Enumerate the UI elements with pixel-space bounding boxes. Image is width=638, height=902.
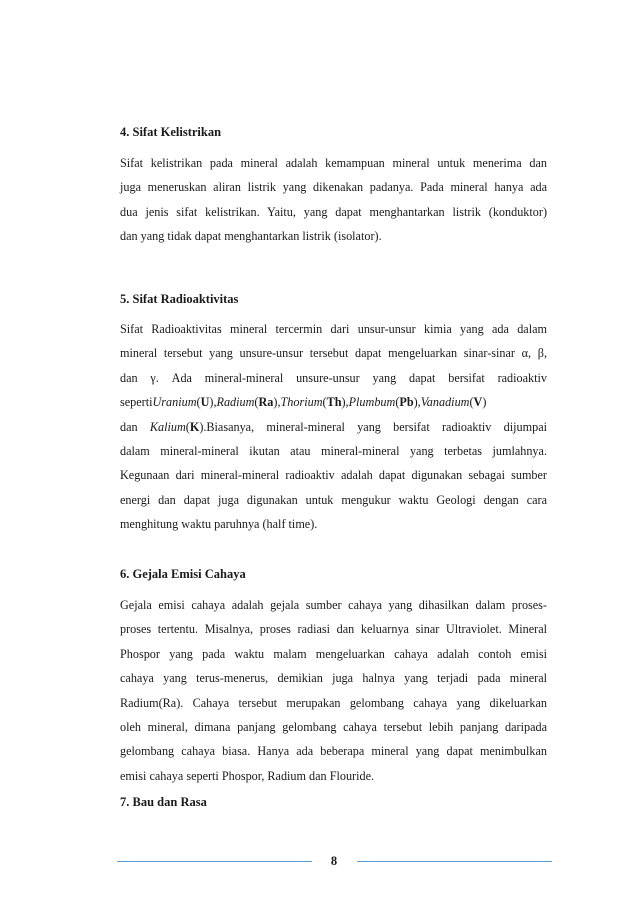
text-line: juga meneruskan aliran listrik yang dikenakan padanya. Pada mineral hanya ada bbox=[120, 180, 547, 195]
element-name-thorium: Thorium bbox=[280, 395, 323, 410]
line-prefix: seperti bbox=[120, 395, 153, 410]
text-line: dan yang tidak dapat menghantarkan listrik (isolator). bbox=[120, 229, 382, 244]
footer-rule-left bbox=[117, 861, 312, 862]
element-name-radium: Radium bbox=[216, 395, 255, 410]
line-prefix: dan bbox=[120, 419, 150, 434]
text-line: Kegunaan dari mineral-mineral radioaktiv adalah dapat digunakan sebagai sumber bbox=[120, 468, 547, 483]
text-line: Sifat kelistrikan pada mineral adalah kemampuan mineral untuk menerima dan bbox=[120, 156, 547, 170]
text-line: Phospor yang pada waktu malam mengeluarkan cahaya adalah contoh emisi bbox=[120, 646, 547, 661]
text-line: oleh mineral, dimana panjang gelombang cahaya tersebut lebih panjang daripada bbox=[120, 719, 547, 734]
text-line: mineral tersebut yang unsure-unsur tersebut dapat mengeluarkan sinar-sinar α, β, bbox=[120, 346, 547, 361]
text-line: energi dan dapat juga digunakan untuk mengukur waktu Geologi dengan cara bbox=[120, 492, 547, 507]
page-number: 8 bbox=[330, 854, 338, 868]
text-line: Gejala emisi cahaya adalah gejala sumber cahaya yang dihasilkan dalam proses- bbox=[120, 598, 547, 612]
text-line: cahaya yang terus-menerus, demikian juga halnya yang terjadi pada mineral bbox=[120, 671, 547, 686]
footer-rule-right bbox=[357, 861, 552, 862]
kalium-line: dan Kalium(K).Biasanya, mineral-mineral yang bersifat radioaktiv dijumpai bbox=[120, 419, 547, 434]
element-symbol-uranium: U bbox=[200, 395, 210, 410]
text-line: menghitung waktu paruhnya (half time). bbox=[120, 517, 318, 532]
line-suffix: .Biasanya, mineral-mineral yang bersifat radioaktiv dijumpai bbox=[203, 419, 547, 434]
text-line: emisi cahaya seperti Phospor, Radium dan Flouride. bbox=[120, 768, 375, 783]
text-line: Radium(Ra). Cahaya tersebut merupakan gelombang cahaya yang dikeluarkan bbox=[120, 695, 547, 710]
element-symbol-vanadium: V bbox=[473, 395, 483, 410]
paragraph-kelistrikan bbox=[120, 155, 547, 253]
text-line: dua jenis sifat kelistrikan. Yaitu, yang dapat menghantarkan listrik (konduktor) bbox=[120, 204, 547, 219]
paragraph-radioaktivitas bbox=[120, 321, 547, 541]
text-line: gelombang cahaya biasa. Hanya ada beberapa mineral yang dapat menimbulkan bbox=[120, 744, 547, 759]
element-name-kalium: Kalium bbox=[149, 419, 186, 434]
element-symbol-thorium: Th bbox=[326, 395, 342, 410]
section-heading-kelistrikan: 4. Sifat Kelistrikan bbox=[120, 125, 222, 139]
text-line: Sifat Radioaktivitas mineral tercermin dari unsur-unsur kimia yang ada dalam bbox=[120, 322, 547, 336]
element-name-uranium: Uranium bbox=[152, 395, 197, 410]
section-heading-radioaktivitas: 5. Sifat Radioaktivitas bbox=[120, 292, 239, 306]
text-line: dan γ. Ada mineral-mineral unsure-unsur yang dapat bersifat radioaktiv bbox=[120, 370, 547, 385]
section-heading-bau-rasa: 7. Bau dan Rasa bbox=[120, 795, 207, 809]
section-heading-emisi-cahaya: 6. Gejala Emisi Cahaya bbox=[120, 567, 246, 581]
element-name-vanadium: Vanadium bbox=[420, 395, 470, 410]
text-line: dalam mineral-mineral ikutan atau mineral-mineral yang terbetas jumlahnya. bbox=[120, 443, 547, 458]
paragraph-emisi-cahaya bbox=[120, 597, 547, 792]
element-name-plumbum: Plumbum bbox=[348, 395, 396, 410]
text-line: proses tertentu. Misalnya, proses radiasi dan keluarnya sinar Ultraviolet. Mineral bbox=[120, 622, 547, 637]
element-symbol-plumbum: Pb bbox=[399, 395, 414, 410]
radioactive-elements-line: sepertiUranium(U),Radium(Ra),Thorium(Th),Plumbum(Pb),Vanadium(V) bbox=[120, 395, 487, 410]
element-symbol-kalium: K bbox=[189, 419, 200, 434]
element-symbol-radium: Ra bbox=[258, 395, 274, 410]
